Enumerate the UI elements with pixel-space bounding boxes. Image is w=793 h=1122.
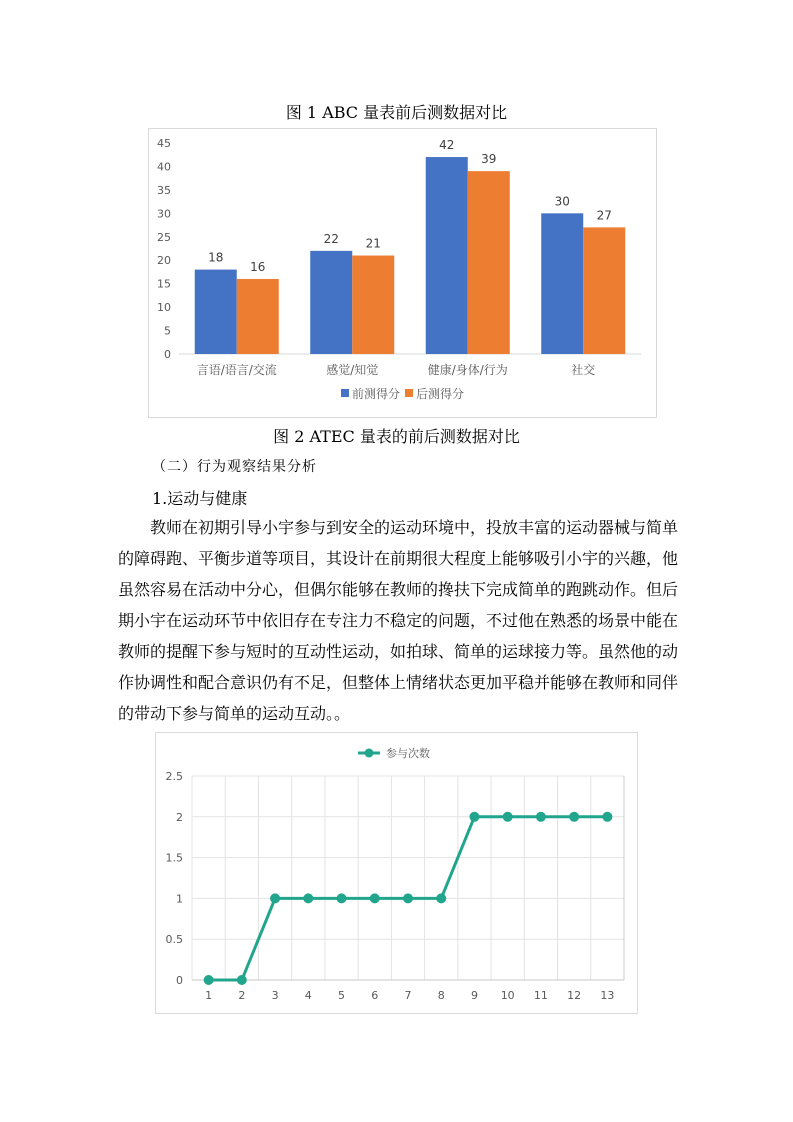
x-tick-label: 10 <box>500 989 515 1002</box>
paragraph-line: 期小宇在运动环节中依旧存在专注力不稳定的问题，不过他在熟悉的场景中能在 <box>118 611 679 630</box>
y-tick-label: 40 <box>157 160 171 174</box>
bar <box>310 251 352 354</box>
data-point <box>469 812 479 822</box>
y-tick-label: 35 <box>157 183 171 197</box>
paragraph-line: 教师在初期引导小宇参与到安全的运动环境中，投放丰富的运动器械与简单 <box>150 518 679 537</box>
legend-label: 后测得分 <box>416 387 465 401</box>
legend-label: 前测得分 <box>352 387 401 401</box>
x-tick-label: 5 <box>338 989 346 1002</box>
data-label: 27 <box>596 208 612 223</box>
bar-chart-frame <box>148 128 657 418</box>
x-tick-label: 1 <box>205 989 213 1002</box>
bar <box>583 227 625 354</box>
y-tick-label: 0 <box>176 974 183 987</box>
x-tick-label: 8 <box>437 989 445 1002</box>
bar <box>541 213 583 354</box>
legend-marker <box>365 749 374 758</box>
x-tick-label: 健康/身体/行为 <box>427 363 508 377</box>
paragraph-line: 教师的提醒下参与短时的互动性运动，如拍球、简单的运球接力等。虽然他的动 <box>118 642 679 661</box>
y-tick-label: 10 <box>157 301 171 315</box>
figure1-caption: 图 1 ABC 量表前后测数据对比 <box>285 103 508 122</box>
y-tick-label: 0.5 <box>165 933 183 947</box>
bar <box>195 270 237 354</box>
x-tick-label: 13 <box>600 989 615 1002</box>
data-label: 21 <box>365 236 381 251</box>
x-tick-label: 7 <box>404 989 412 1002</box>
data-label: 22 <box>323 231 339 246</box>
data-point <box>503 812 513 822</box>
bar-chart <box>149 129 656 417</box>
y-tick-label: 1.5 <box>165 851 183 865</box>
x-tick-label: 4 <box>304 989 312 1002</box>
bar <box>426 157 468 354</box>
x-tick-label: 2 <box>238 989 246 1002</box>
y-tick-label: 2.5 <box>165 770 183 783</box>
data-point <box>403 893 413 903</box>
x-tick-label: 感觉/知觉 <box>326 363 379 377</box>
y-tick-label: 30 <box>157 207 171 221</box>
y-tick-label: 2 <box>176 810 183 824</box>
legend-swatch <box>405 389 413 397</box>
data-label: 16 <box>250 259 266 274</box>
x-tick-label: 11 <box>533 989 548 1002</box>
section-heading: （二）行为观察结果分析 <box>152 459 317 475</box>
legend-label: 参与次数 <box>386 747 430 760</box>
paragraph-line: 的带动下参与简单的运动互动。。 <box>118 704 351 723</box>
y-tick-label: 45 <box>157 137 171 150</box>
subsection-heading: 1.运动与健康 <box>152 489 248 508</box>
data-point <box>436 893 446 903</box>
y-tick-label: 15 <box>157 277 171 291</box>
data-label: 39 <box>481 152 497 167</box>
bar <box>352 256 394 354</box>
data-point <box>337 893 347 903</box>
figure2-caption: 图 2 ATEC 量表的前后测数据对比 <box>273 427 520 446</box>
paragraph-line: 的障碍跑、平衡步道等项目，其设计在前期很大程度上能够吸引小宇的兴趣，他 <box>118 549 679 568</box>
data-label: 42 <box>439 138 455 153</box>
bar <box>237 279 279 354</box>
y-tick-label: 1 <box>176 892 183 906</box>
data-label: 30 <box>554 194 570 209</box>
y-tick-label: 20 <box>157 254 171 268</box>
y-tick-label: 5 <box>164 324 171 338</box>
bar <box>468 171 510 354</box>
data-point <box>602 812 612 822</box>
line-chart-frame <box>155 732 638 1014</box>
y-tick-label: 0 <box>164 348 171 361</box>
x-tick-label: 社交 <box>571 363 596 377</box>
x-tick-label: 6 <box>371 989 379 1002</box>
line-chart <box>156 733 637 1013</box>
data-point <box>569 812 579 822</box>
data-point <box>204 975 214 985</box>
data-point <box>237 975 247 985</box>
data-point <box>370 893 380 903</box>
body-paragraph <box>118 512 678 729</box>
x-tick-label: 言语/语言/交流 <box>196 363 277 377</box>
x-tick-label: 12 <box>567 989 582 1002</box>
legend-swatch <box>341 389 349 397</box>
data-point <box>270 893 280 903</box>
paragraph-line: 作协调性和配合意识仍有不足，但整体上情绪状态更加平稳并能够在教师和同伴 <box>118 673 679 692</box>
data-point <box>536 812 546 822</box>
y-tick-label: 25 <box>157 230 171 244</box>
data-point <box>303 893 313 903</box>
x-tick-label: 3 <box>271 989 279 1002</box>
x-tick-label: 9 <box>470 989 478 1002</box>
paragraph-line: 虽然容易在活动中分心，但偶尔能够在教师的搀扶下完成简单的跑跳动作。但后 <box>118 580 679 599</box>
data-label: 18 <box>208 250 224 265</box>
